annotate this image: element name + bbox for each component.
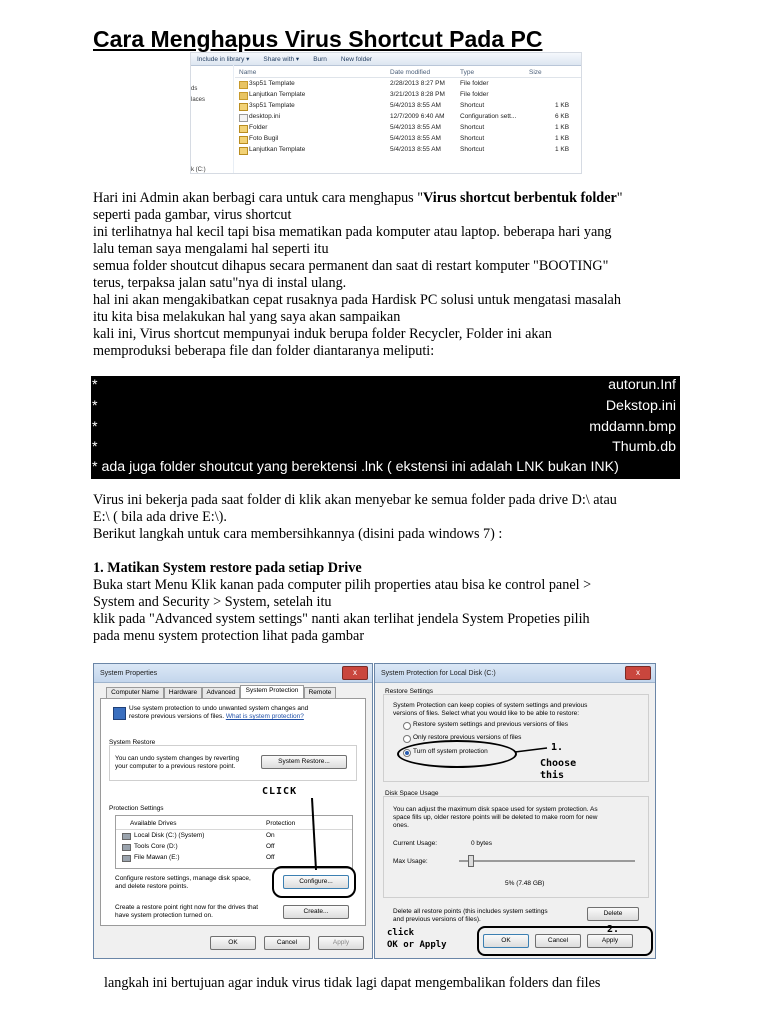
annotation-this: this bbox=[540, 770, 565, 781]
drive-protection: Off bbox=[266, 854, 275, 861]
annotation-number: 1. bbox=[551, 742, 564, 753]
list-item bbox=[91, 376, 676, 396]
file-date: 5/4/2013 8:55 AM bbox=[390, 135, 441, 142]
file-size: 6 KB bbox=[555, 113, 570, 120]
intro-text: Hari ini Admin akan berbagi cara untuk cara menghapus " bbox=[93, 190, 424, 206]
system-protection-dialog bbox=[374, 663, 656, 959]
file-date: 5/4/2013 8:55 AM bbox=[390, 124, 441, 131]
intro-line-4: lalu teman saya mengalami hal seperti itu bbox=[93, 241, 329, 257]
disk-desc-2: space fills up, older restore points will be deleted to make room for new bbox=[393, 814, 598, 821]
cancel-button[interactable]: Cancel bbox=[535, 934, 581, 948]
intro-bold: Virus shortcut berbentuk folder bbox=[423, 190, 617, 206]
list-item bbox=[91, 438, 676, 458]
slider-thumb[interactable] bbox=[468, 855, 474, 867]
ok-button[interactable]: OK bbox=[210, 936, 256, 950]
annotation-ok-apply: OK or Apply bbox=[387, 940, 447, 950]
folder-icon bbox=[239, 92, 248, 100]
file-name: 3sp51 Template bbox=[249, 102, 295, 109]
delete-text-2: and previous versions of files). bbox=[393, 916, 481, 923]
column-name[interactable]: Name bbox=[239, 69, 257, 76]
step1-line-4: pada menu system protection lihat pada gambar bbox=[93, 628, 365, 644]
file-type: Shortcut bbox=[460, 146, 485, 153]
col-available-drives: Available Drives bbox=[130, 820, 177, 827]
delete-text-1: Delete all restore points (this includes system settings bbox=[393, 908, 548, 915]
folder-icon bbox=[239, 81, 248, 89]
file-row[interactable] bbox=[235, 90, 581, 101]
shortcut-icon bbox=[239, 103, 248, 111]
intro-line-5: semua folder shoutcut dihapus secara permanent dan saat di restart komputer "BOOTING" bbox=[93, 258, 609, 274]
intro-line-1 bbox=[93, 190, 623, 207]
step1-line-3: klik pada "Advanced system settings" nanti akan terlihat jendela System Propeties pilih bbox=[93, 611, 590, 627]
close-icon[interactable]: x bbox=[342, 666, 368, 680]
new-folder-button[interactable]: New folder bbox=[340, 55, 372, 63]
file-name: Thumb.db bbox=[612, 439, 676, 455]
file-row[interactable] bbox=[235, 112, 581, 123]
virus-files-list bbox=[91, 376, 680, 479]
para2-line-2: E:\ ( bila ada drive E:\). bbox=[93, 509, 227, 525]
configure-button[interactable]: Configure... bbox=[283, 875, 349, 889]
file-type: Shortcut bbox=[460, 135, 485, 142]
file-name: Lanjutkan Template bbox=[249, 146, 306, 153]
nav-item[interactable]: k (C:) bbox=[191, 167, 206, 173]
desc-text: restore previous versions of files. bbox=[129, 713, 225, 720]
intro-line-6: terus, terpaksa jalan satu"nya di instal ulang. bbox=[93, 275, 347, 291]
drive-protection: Off bbox=[266, 843, 275, 850]
tab-computer-name[interactable]: Computer Name bbox=[106, 687, 164, 698]
file-name: mddamn.bmp bbox=[589, 419, 676, 435]
click-annotation: CLICK bbox=[262, 786, 298, 797]
file-type: Shortcut bbox=[460, 124, 485, 131]
file-name: Foto Bugil bbox=[249, 135, 279, 142]
burn-button[interactable]: Burn bbox=[313, 55, 327, 63]
file-date: 5/4/2013 8:55 AM bbox=[390, 146, 441, 153]
bullet: * bbox=[92, 439, 98, 455]
explorer-screenshot bbox=[190, 52, 582, 174]
file-row[interactable] bbox=[235, 145, 581, 156]
include-in-library-button[interactable]: Include in library ▾ bbox=[197, 56, 250, 63]
disk-space-label: Disk Space Usage bbox=[385, 790, 439, 797]
file-date: 3/21/2013 8:28 PM bbox=[390, 91, 445, 98]
tab-advanced[interactable]: Advanced bbox=[202, 687, 240, 698]
restore-text-1: You can undo system changes by reverting bbox=[115, 755, 240, 762]
file-date: 2/28/2013 8:27 PM bbox=[390, 80, 445, 87]
desc-line-1: Use system protection to undo unwanted system changes and bbox=[129, 705, 309, 712]
apply-button[interactable]: Apply bbox=[587, 934, 633, 948]
bullet: * bbox=[92, 398, 98, 414]
apply-button[interactable]: Apply bbox=[318, 936, 364, 950]
shortcut-icon bbox=[239, 125, 248, 133]
dialog-title: System Protection for Local Disk (C:) bbox=[381, 670, 496, 677]
protection-settings-label: Protection Settings bbox=[109, 805, 164, 812]
file-type: File folder bbox=[460, 80, 489, 87]
configure-text-2: and delete restore points. bbox=[115, 883, 189, 890]
cancel-button[interactable]: Cancel bbox=[264, 936, 310, 950]
file-name: desktop.ini bbox=[249, 113, 281, 120]
opt2-label: Only restore previous versions of files bbox=[413, 734, 522, 741]
explorer-nav-pane bbox=[191, 65, 234, 173]
intro-text: " bbox=[616, 190, 623, 206]
step1-heading: 1. Matikan System restore pada setiap Drive bbox=[93, 560, 362, 576]
bullet: * bbox=[92, 377, 98, 393]
file-name: Lanjutkan Template bbox=[249, 91, 306, 98]
ini-file-icon bbox=[239, 114, 248, 122]
disk-desc-1: You can adjust the maximum disk space used for system protection. As bbox=[393, 806, 598, 813]
file-size: 1 KB bbox=[555, 146, 570, 153]
file-size: 1 KB bbox=[555, 102, 570, 109]
what-is-system-protection-link[interactable]: What is system protection? bbox=[225, 713, 304, 720]
intro-line-2: seperti pada gambar, virus shortcut bbox=[93, 207, 292, 223]
annotation-number-2: 2. bbox=[607, 924, 620, 935]
restore-settings-label: Restore Settings bbox=[385, 688, 434, 695]
restore-desc-2: versions of files. Select what you would like to be able to restore: bbox=[393, 710, 580, 717]
file-name: Dekstop.ini bbox=[605, 398, 676, 414]
shortcut-icon bbox=[239, 147, 248, 155]
para2-line-3: Berikut langkah untuk cara membersihkannya (disini pada windows 7) : bbox=[93, 526, 503, 542]
opt1-label: Restore system settings and previous versions of files bbox=[413, 721, 568, 728]
drive-protection: On bbox=[266, 832, 275, 839]
max-usage-label: Max Usage: bbox=[393, 858, 428, 865]
restore-text-2: your computer to a previous restore point. bbox=[115, 763, 236, 770]
annotation-click: click bbox=[387, 928, 415, 938]
slider-track bbox=[459, 860, 635, 862]
para2-line-1: Virus ini bekerja pada saat folder di klik akan menyebar ke semua folder pada drive D:\ atau bbox=[93, 492, 617, 508]
column-size[interactable]: Size bbox=[529, 69, 542, 76]
system-restore-button[interactable]: System Restore... bbox=[261, 755, 347, 769]
list-note bbox=[91, 458, 676, 478]
tab-remote[interactable]: Remote bbox=[304, 687, 336, 698]
column-date[interactable]: Date modified bbox=[390, 69, 431, 76]
file-row[interactable] bbox=[235, 123, 581, 134]
file-name: autorun.Inf bbox=[608, 377, 676, 393]
intro-line-7: hal ini akan mengakibatkan cepat rusaknya pada Hardisk PC solusi untuk mengatasi masalah bbox=[93, 292, 621, 308]
dialog-title: System Properties bbox=[100, 670, 158, 677]
annotation-choose: Choose bbox=[540, 758, 577, 769]
system-properties-dialog bbox=[93, 663, 373, 959]
system-restore-group-label: System Restore bbox=[109, 739, 156, 746]
explorer-toolbar bbox=[191, 53, 581, 66]
file-size: 1 KB bbox=[555, 124, 570, 131]
file-name: Folder bbox=[249, 124, 268, 131]
intro-line-10: memproduksi beberapa file dan folder diantaranya meliputi: bbox=[93, 343, 435, 359]
explorer-column-header bbox=[235, 67, 581, 78]
share-with-button[interactable]: Share with ▾ bbox=[263, 56, 300, 63]
max-usage-slider[interactable] bbox=[459, 854, 635, 868]
file-size: 1 KB bbox=[555, 135, 570, 142]
create-text-1: Create a restore point right now for the drives that bbox=[115, 904, 259, 911]
opt3-label: Turn off system protection bbox=[413, 748, 488, 755]
nav-item[interactable]: ds bbox=[191, 86, 198, 92]
annotation-arrow bbox=[94, 664, 372, 958]
bullet: * bbox=[92, 419, 98, 435]
file-row[interactable] bbox=[235, 134, 581, 145]
drive-name[interactable]: File Mawan (E:) bbox=[134, 854, 180, 861]
file-type: Configuration sett... bbox=[460, 113, 517, 120]
file-row[interactable] bbox=[235, 79, 581, 90]
note-text: * ada juga folder shoutcut yang berektensi .lnk ( ekstensi ini adalah LNK bukan INK) bbox=[92, 459, 619, 475]
file-name: 3sp51 Template bbox=[249, 80, 295, 87]
disk-desc-3: ones. bbox=[393, 822, 409, 829]
file-row[interactable] bbox=[235, 101, 581, 112]
file-type: Shortcut bbox=[460, 102, 485, 109]
intro-line-3: ini terlihatnya hal kecil tapi bisa mematikan pada komputer atau laptop. beberapa hari yang bbox=[93, 224, 612, 240]
drive-name[interactable]: Local Disk (C:) (System) bbox=[134, 832, 205, 839]
current-usage-label: Current Usage: bbox=[393, 840, 438, 847]
column-type[interactable]: Type bbox=[460, 69, 475, 76]
file-date: 5/4/2013 8:55 AM bbox=[390, 102, 441, 109]
create-button[interactable]: Create... bbox=[283, 905, 349, 919]
intro-line-9: kali ini, Virus shortcut mempunyai induk berupa folder Recycler, Folder ini akan bbox=[93, 326, 552, 342]
drive-name[interactable]: Tools Core (D:) bbox=[134, 843, 178, 850]
highlight-ok-apply bbox=[477, 926, 653, 956]
ok-button[interactable]: OK bbox=[483, 934, 529, 948]
tab-system-protection[interactable]: System Protection bbox=[240, 685, 304, 699]
list-item bbox=[91, 418, 676, 438]
create-text-2: have system protection turned on. bbox=[115, 912, 213, 919]
file-date: 12/7/2009 6:40 AM bbox=[390, 113, 445, 120]
max-usage-value: 5% (7.48 GB) bbox=[505, 880, 545, 887]
file-type: File folder bbox=[460, 91, 489, 98]
close-icon[interactable]: x bbox=[625, 666, 651, 680]
intro-line-8: itu kita bisa melakukan hal yang saya akan sampaikan bbox=[93, 309, 401, 325]
nav-item[interactable]: laces bbox=[191, 97, 206, 103]
current-usage-value: 0 bytes bbox=[471, 840, 492, 847]
page-title: Cara Menghapus Virus Shortcut Pada PC bbox=[93, 26, 543, 52]
delete-button[interactable]: Delete bbox=[587, 907, 639, 921]
highlight-configure bbox=[272, 866, 356, 898]
col-protection: Protection bbox=[266, 820, 296, 827]
configure-text-1: Configure restore settings, manage disk space, bbox=[115, 875, 251, 882]
tab-hardware[interactable]: Hardware bbox=[164, 687, 202, 698]
step1-line-2: System and Security > System, setelah itu bbox=[93, 594, 332, 610]
footer-text: langkah ini bertujuan agar induk virus tidak lagi dapat mengembalikan folders dan files bbox=[104, 975, 601, 991]
restore-desc-1: System Protection can keep copies of system settings and previous bbox=[393, 702, 588, 709]
step1-line-1: Buka start Menu Klik kanan pada computer pilih properties atau bisa ke control panel > bbox=[93, 577, 592, 593]
shortcut-icon bbox=[239, 136, 248, 144]
list-item bbox=[91, 397, 676, 417]
